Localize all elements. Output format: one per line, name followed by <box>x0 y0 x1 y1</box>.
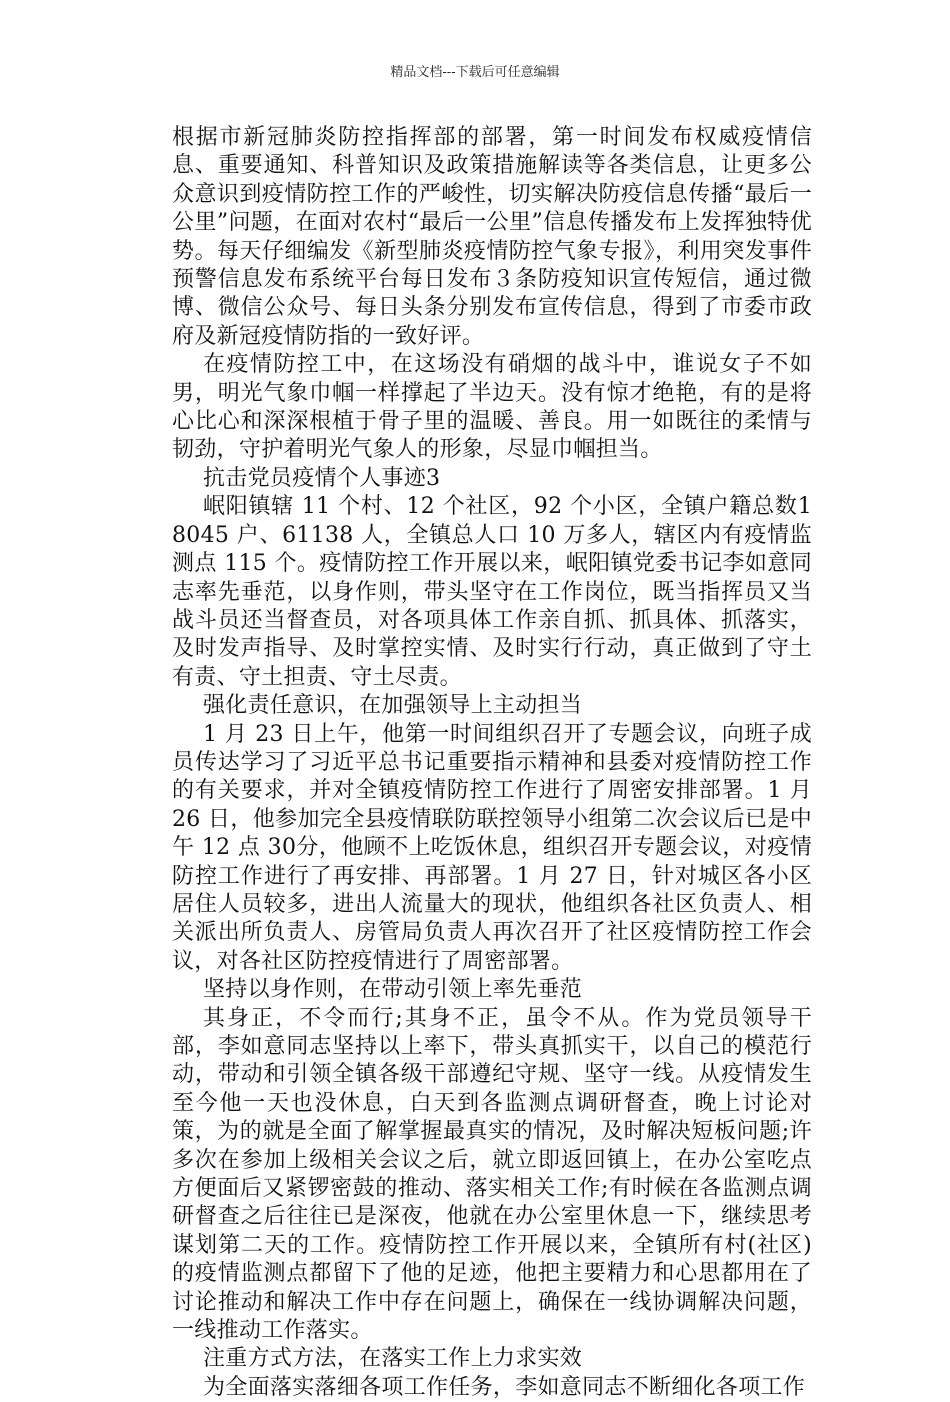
subheading-responsibility: 强化责任意识，在加强领导上主动担当 <box>203 693 583 719</box>
document-body <box>172 124 812 1402</box>
subheading-lead-by-example: 坚持以身作则，在带动引领上率先垂范 <box>203 977 583 1003</box>
paragraph-intro: 根据市新冠肺炎防控指挥部的部署，第一时间发布权威疫情信息、重要通知、科普知识及政策措施解读等各类信息，让更多公众意识到疫情防控工作的严峻性，切实解决防疫信息传播“最后一公里”问题，在面对农村“最后一公里”信息传播发布上发挥独特优势。每天仔细编发《新型肺炎疫情防控气象专报》，利用突发事件预警信息发布系统平台每日发布３条防疫知识宣传短信，通过微博、微信公众号、每日头条分别发布宣传信息，得到了市委市政府及新冠疫情防指的一致好评。 <box>172 125 812 349</box>
paragraph-lead-by-example: 其身正，不令而行;其身不正，虽令不从。作为党员领导干部，李如意同志坚持以上率下，带头真抓实干，以自己的模范行动，带动和引领全镇各级干部遵纪守规、坚守一线。从疫情发生至今他一天也没休息，白天到各监测点调研督查，晚上讨论对策，为的就是全面了解掌握最真实的情况，及时解决短板问题;许多次在参加上级相关会议之后，就立即返回镇上，在办公室吃点方便面后又紧锣密鼓的推动、落实相关工作;有时候在各监测点调研督查之后往往已是深夜，他就在办公室里休息一下，继续思考谋划第二天的工作。疫情防控工作开展以来，全镇所有村(社区)的疫情监测点都留下了他的足迹，他把主要精力和心思都用在了讨论推动和解决工作中存在问题上，确保在一线协调解决问题，一线推动工作落实。 <box>172 1005 812 1344</box>
page-header: 精品文档---下载后可任意编辑 <box>390 65 560 80</box>
subheading-methods: 注重方式方法，在落实工作上力求实效 <box>203 1346 583 1372</box>
paragraph-methods: 为全面落实落细各项工作任务，李如意同志不断细化各项工作 <box>203 1374 806 1400</box>
section-title: 抗击党员疫情个人事迹3 <box>203 465 441 491</box>
paragraph-women-meteorology: 在疫情防控工中，在这场没有硝烟的战斗中，谁说女子不如男，明光气象巾帼一样撑起了半边天。没有惊才绝艳，有的是将心比心和深深根植于骨子里的温暖、善良。用一如既往的柔情与韧劲，守护着明光气象人的形象，尽显巾帼担当。 <box>172 352 812 463</box>
paragraph-meetings: 1 月 23 日上午，他第一时间组织召开了专题会议，向班子成员传达学习了习近平总书记重要指示精神和县委对疫情防控工作的有关要求，并对全镇疫情防控工作进行了周密安排部署。1 月 26 日，他参加完全县疫情联防联控领导小组第二次会议后已是中午 12 点 30分，他顾不上吃饭休息，组织召开专题会议，对疫情防控工作进行了再安排、再部署。1 月 27 日，针对城区各小区居住人员较多，进出人流量大的现状，他组织各社区负责人、相关派出所负责人、房管局负责人再次召开了社区疫情防控工作会议，对各社区防控疫情进行了周密部署。 <box>172 721 812 974</box>
paragraph-town-overview: 岷阳镇辖 11 个村、12 个社区，92 个小区，全镇户籍总数18045 户、61138 人，全镇总人口 10 万多人，辖区内有疫情监测点 115 个。疫情防控工作开展以来，岷阳镇党委书记李如意同志率先垂范，以身作则，带头坚守在工作岗位，既当指挥员又当战斗员还当督查员，对各项具体工作亲自抓、抓具体、抓落实，及时发声指导、及时掌控实情、及时实行行动，真正做到了守土有责、守土担责、守土尽责。 <box>172 494 812 690</box>
